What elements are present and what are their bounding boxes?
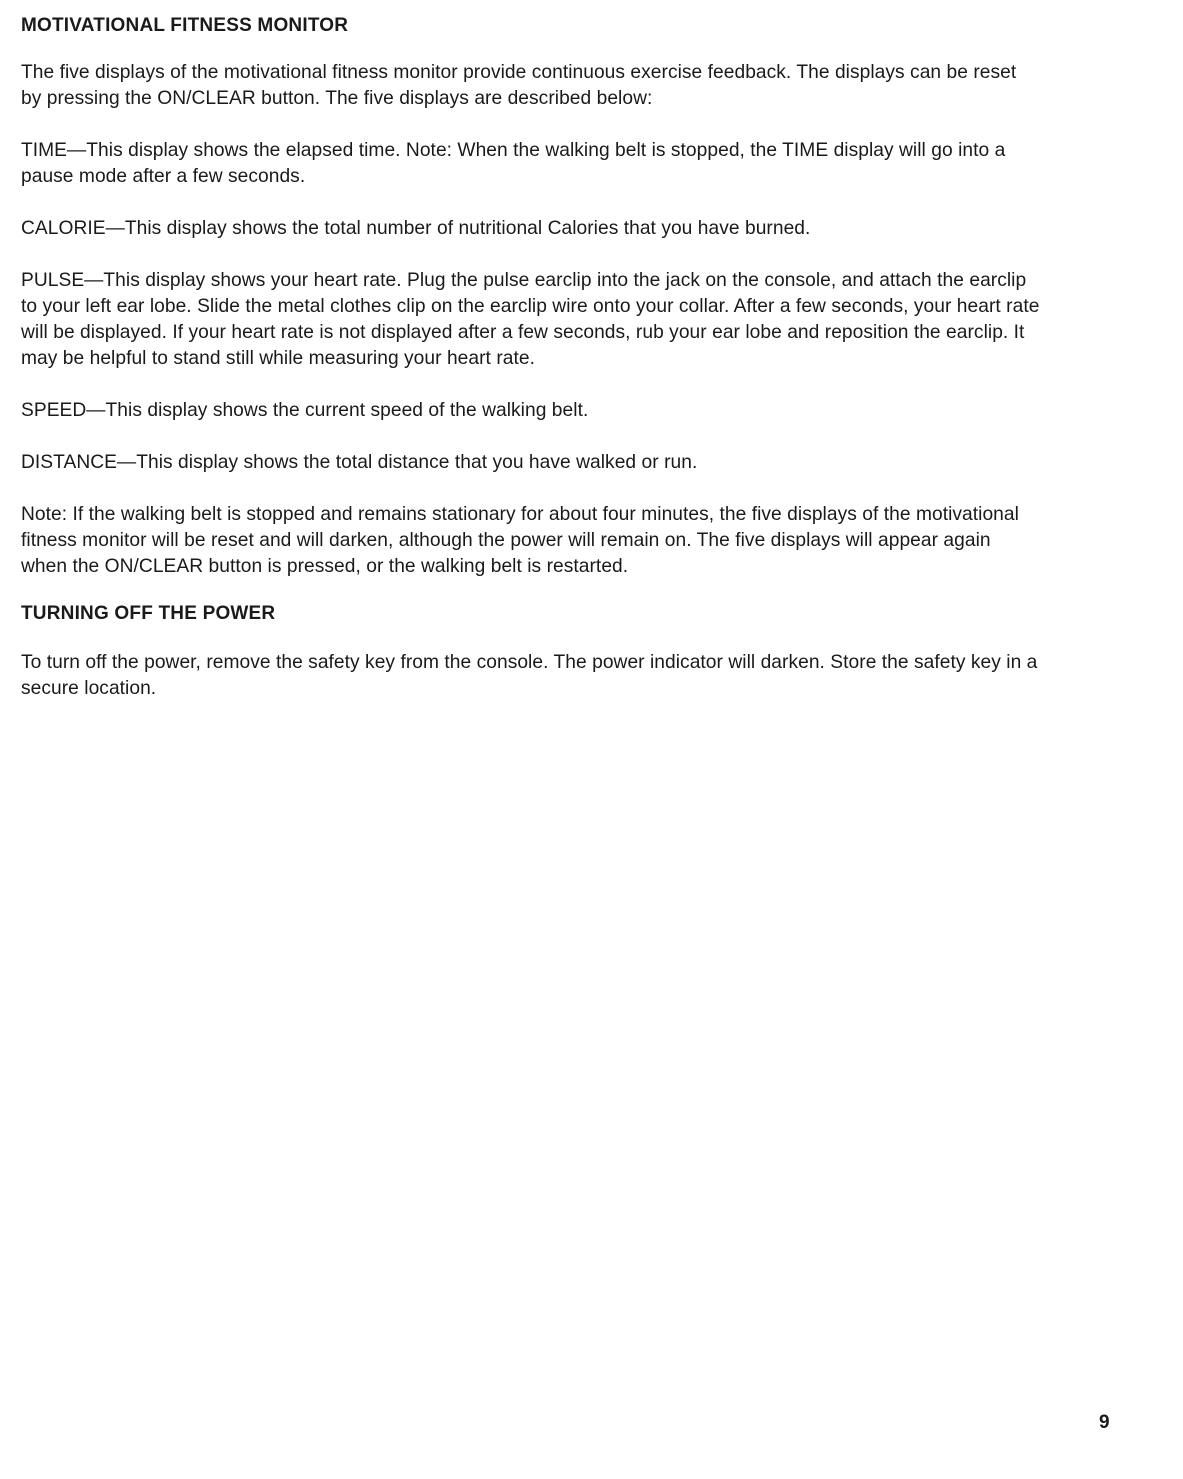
pulse-display-paragraph: PULSE—This display shows your heart rate. Plug the pulse earclip into the jack on the console, and attach the earclip to your left ear lobe. Slide the metal clothes clip on the earclip wire onto your collar. After a few seconds, your heart rate will be displayed. If your heart rate is not displayed after a few seconds, rub your ear lobe and reposition the earclip. It may be helpful to stand still while measuring your heart rate. bbox=[21, 270, 1040, 369]
power-off-paragraph: To turn off the power, remove the safety key from the console. The power indicator will darken. Store the safety key in a secure location. bbox=[21, 652, 1038, 699]
calorie-display-paragraph: CALORIE—This display shows the total number of nutritional Calories that you have burned. bbox=[21, 218, 811, 239]
manual-page bbox=[21, 14, 1041, 728]
intro-paragraph: The five displays of the motivational fitness monitor provide continuous exercise feedback. The displays can be reset by pressing the ON/CLEAR button. The five displays are described below: bbox=[21, 62, 1017, 109]
speed-display-paragraph: SPEED—This display shows the current speed of the walking belt. bbox=[21, 400, 589, 421]
distance-display-paragraph: DISTANCE—This display shows the total distance that you have walked or run. bbox=[21, 452, 698, 473]
section-heading-fitness-monitor: MOTIVATIONAL FITNESS MONITOR bbox=[21, 15, 349, 36]
time-display-paragraph: TIME—This display shows the elapsed time. Note: When the walking belt is stopped, the TIME display will go into a pause mode after a few seconds. bbox=[21, 140, 1006, 187]
section-heading-power-off: TURNING OFF THE POWER bbox=[21, 603, 276, 624]
note-paragraph: Note: If the walking belt is stopped and remains stationary for about four minutes, the five displays of the motivational fitness monitor will be reset and will darken, although the power will remain on. The five displays will appear again when the ON/CLEAR button is pressed, or the walking belt is restarted. bbox=[21, 504, 1019, 577]
page-number: 9 bbox=[1099, 1412, 1110, 1433]
